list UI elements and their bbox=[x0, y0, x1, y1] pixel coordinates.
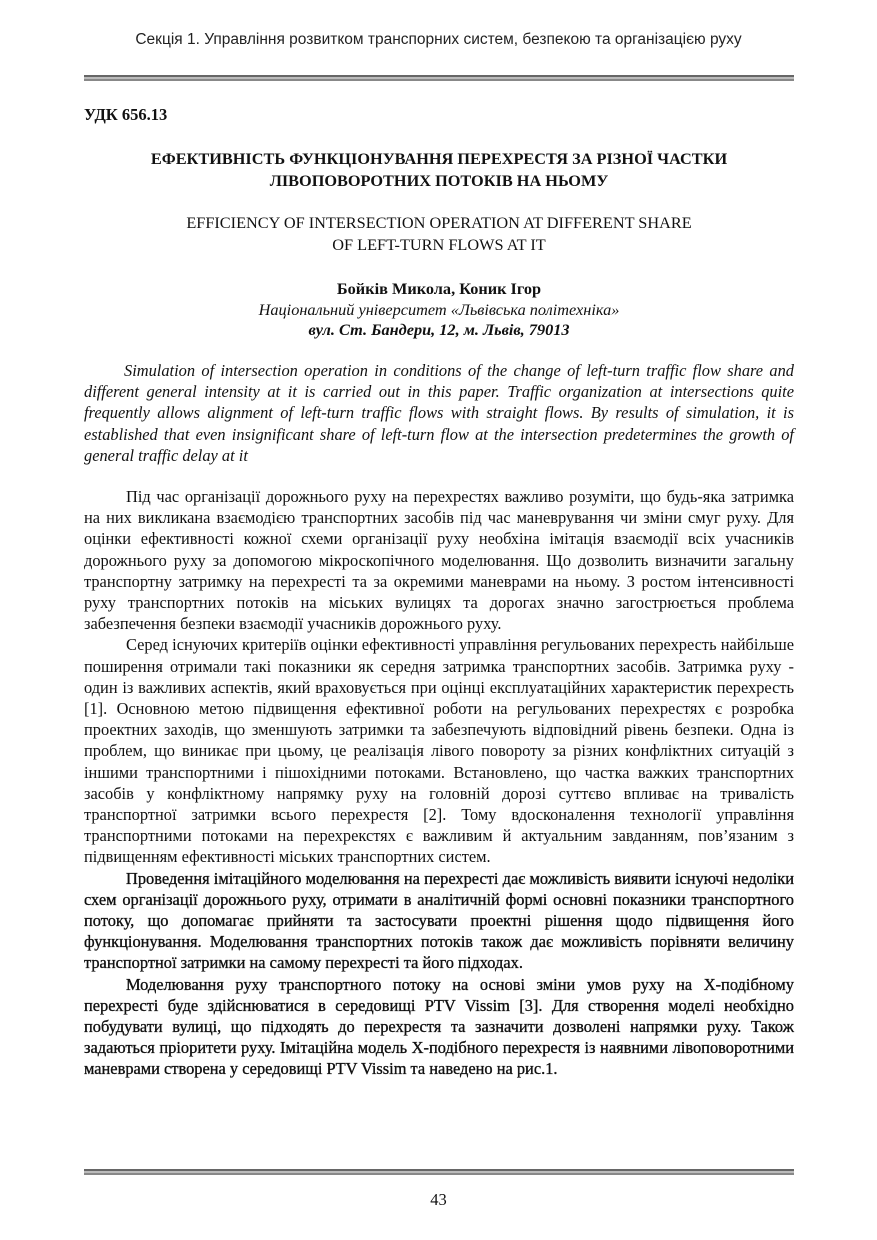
title-line: ЕФЕКТИВНІСТЬ ФУНКЦІОНУВАННЯ ПЕРЕХРЕСТЯ ЗА РІЗНОЇ ЧАСТКИ bbox=[150, 149, 728, 168]
body-text bbox=[84, 486, 794, 1080]
authors: Бойків Микола, Коник Ігор bbox=[336, 279, 542, 298]
paragraph: Проведення імітаційного моделювання на перехресті дає можливість виявити існуючі недоліки схем організації дорожнього руху, отримати в аналітичній формі основні показники транспортного потоку, що допомагає прийняти та застосувати проектні рішення щодо підвищення його функціонування. Моделювання транспортних потоків також дає можливість порівняти величину транспортної затримки на самому перехресті та його підходах. bbox=[84, 868, 794, 973]
paragraph: Серед існуючих критеріїв оцінки ефективності управління регульованих перехресть найбільше поширення отримали такі показники як середня затримка транспортних засобів. Затримка руху - один із важливих аспектів, який враховується при оцінці експлуатаційних характеристик перехресть [1]. Основною метою підвищення ефективної роботи на регульованих перехрестях є розробка проектних заходів, що зменшують затримки та забезпечують відповідний рівень безпеки. Одна із проблем, що виникає при цьому, це реалізація лівого повороту за різних конфліктних ситуацій з іншими транспортними і пішохідними потоками. Встановлено, що частка важких транспортних засобів у конфліктному напрямку руху на головній дорозі суттєво впливає на тривалість транспортної затримки всього перехрестя [2]. Тому вдосконалення технології управління транспортними потоками на перехрекстях є важливим й актуальним завданням, пов’язаним з підвищенням ефективності міських транспортних систем. bbox=[84, 635, 794, 867]
title-english bbox=[84, 212, 794, 256]
page-number: 43 bbox=[430, 1190, 447, 1209]
affiliation: Національний університет «Львівська політехніка» bbox=[258, 300, 620, 319]
paragraph: Під час організації дорожнього руху на перехрестях важливо розуміти, що будь-яка затримка на них викликана взаємодією транспортних засобів під час маневрування чи зміни смуг руху. Для оцінки ефективності кожної схеми організації руху необхіна імітація взаємодії всіх учасників дорожнього руху за допомогою мікроскопічного моделювання. Що дозволить визначити загальну транспортну затримку на перехресті та за окремими маневрами на ньому. З ростом інтенсивності руху транспортних потоків на міських вулицях та дорогах значно загострюється проблема забезпечення безпеки взаємодії учасників дорожнього руху. bbox=[84, 487, 794, 634]
title-ukrainian bbox=[84, 148, 794, 192]
title-line: EFFICIENCY OF INTERSECTION OPERATION AT DIFFERENT SHARE bbox=[186, 213, 692, 232]
title-line: ЛІВОПОВОРОТНИХ ПОТОКІВ НА НЬОМУ bbox=[269, 171, 609, 190]
abstract: Simulation of intersection operation in conditions of the change of left-turn traffic flow share and different general intensity at it is carried out in this paper. Traffic organization at intersections quite frequently allows alignment of left-turn traffic flows with straight flows. By results of simulation, it is established that even insignificant share of left-turn flow at the intersection predetermines the growth of general traffic delay at it bbox=[84, 361, 794, 465]
address: вул. Ст. Бандери, 12, м. Львів, 79013 bbox=[308, 320, 570, 339]
footer-divider bbox=[84, 1169, 794, 1175]
udk-code: УДК 656.13 bbox=[84, 105, 168, 124]
running-header: Секція 1. Управління розвитком транспорних систем, безпекою та організацією руху bbox=[135, 31, 742, 48]
title-line: OF LEFT-TURN FLOWS AT IT bbox=[332, 235, 546, 254]
affiliation-block bbox=[84, 300, 794, 340]
header-divider bbox=[84, 75, 794, 81]
paragraph: Моделювання руху транспортного потоку на основі зміни умов руху на Х-подібному перехресті буде здійснюватися в середовищі PTV Vissim [3]. Для створення моделі необхідно побудувати вулиці, що підходять до перехрестя та зазначити дозволені напрямки руху. Також задаються пріоритети руху. Імітаційна модель Х-подібного перехрестя із наявними лівоповоротними маневрами створена у середовищі PTV Vissim та наведено на рис.1. bbox=[84, 974, 794, 1079]
